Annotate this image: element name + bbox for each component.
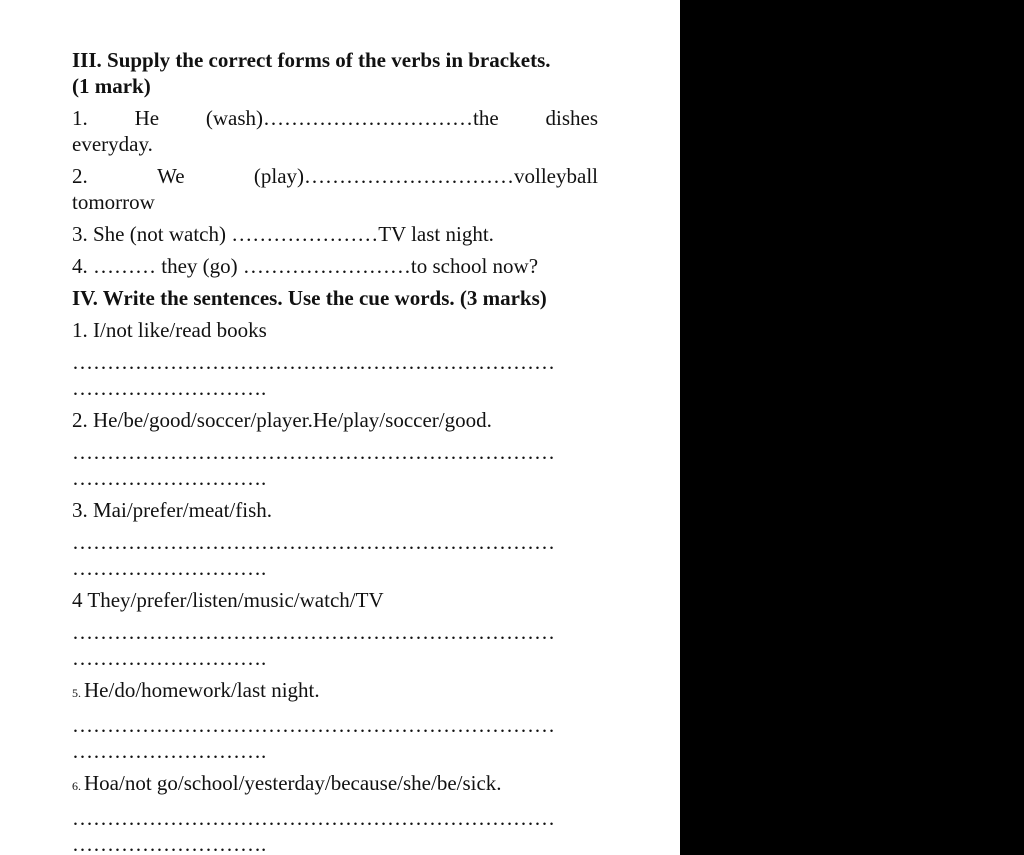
item-number-small: 6.: [72, 779, 81, 793]
answer-line-end: ……………………….: [72, 739, 267, 763]
worksheet-content: [72, 47, 598, 855]
answer-line: ……………………………………………………………: [72, 620, 555, 644]
item-number-small: 5.: [72, 686, 81, 700]
exercise3-item-2: [72, 163, 598, 189]
answer-line-end: ……………………….: [72, 466, 267, 490]
section3-title: III. Supply the correct forms of the verbs in brackets.: [72, 48, 551, 72]
exercise3-item-3: 3. She (not watch) …………………TV last night.: [72, 222, 494, 246]
exercise3-item-1: [72, 105, 598, 131]
item-word: dishes: [545, 106, 598, 130]
item-number: 2.: [72, 164, 88, 188]
item-blank-text: (play)…………………………volleyball: [253, 164, 598, 188]
item-word: He: [134, 106, 160, 130]
answer-line: ……………………………………………………………: [72, 350, 555, 374]
exercise4-prompt-6: [72, 770, 598, 799]
item-number: 1.: [72, 106, 88, 130]
prompt-text: He/do/homework/last night.: [84, 678, 320, 702]
exercise4-prompt-4: 4 They/prefer/listen/music/watch/TV: [72, 588, 384, 612]
prompt-text: Hoa/not go/school/yesterday/because/she/be/sick.: [84, 771, 502, 795]
exercise4-prompt-1: 1. I/not like/read books: [72, 318, 267, 342]
answer-line: ……………………………………………………………: [72, 806, 555, 830]
answer-line: ……………………………………………………………: [72, 530, 555, 554]
answer-line-end: ……………………….: [72, 376, 267, 400]
answer-line: ……………………………………………………………: [72, 713, 555, 737]
answer-line-end: ……………………….: [72, 646, 267, 670]
answer-line-end: ……………………….: [72, 832, 267, 855]
black-panel: [680, 0, 1024, 855]
section3-marks: (1 mark): [72, 74, 151, 98]
exercise3-item-4: 4. ……… they (go) ……………………to school now?: [72, 254, 539, 278]
exercise3-item-1-cont: everyday.: [72, 132, 153, 156]
exercise4-prompt-3: 3. Mai/prefer/meat/fish.: [72, 498, 273, 522]
answer-line-end: ……………………….: [72, 556, 267, 580]
section4-title: IV. Write the sentences. Use the cue words. (3 marks): [72, 286, 547, 310]
item-word: We: [157, 164, 185, 188]
exercise4-prompt-2: 2. He/be/good/soccer/player.He/play/soccer/good.: [72, 408, 492, 432]
exercise4-prompt-5: [72, 677, 598, 706]
exercise3-item-2-cont: tomorrow: [72, 190, 155, 214]
item-blank-text: (wash)…………………………the: [205, 106, 499, 130]
answer-line: ……………………………………………………………: [72, 440, 555, 464]
